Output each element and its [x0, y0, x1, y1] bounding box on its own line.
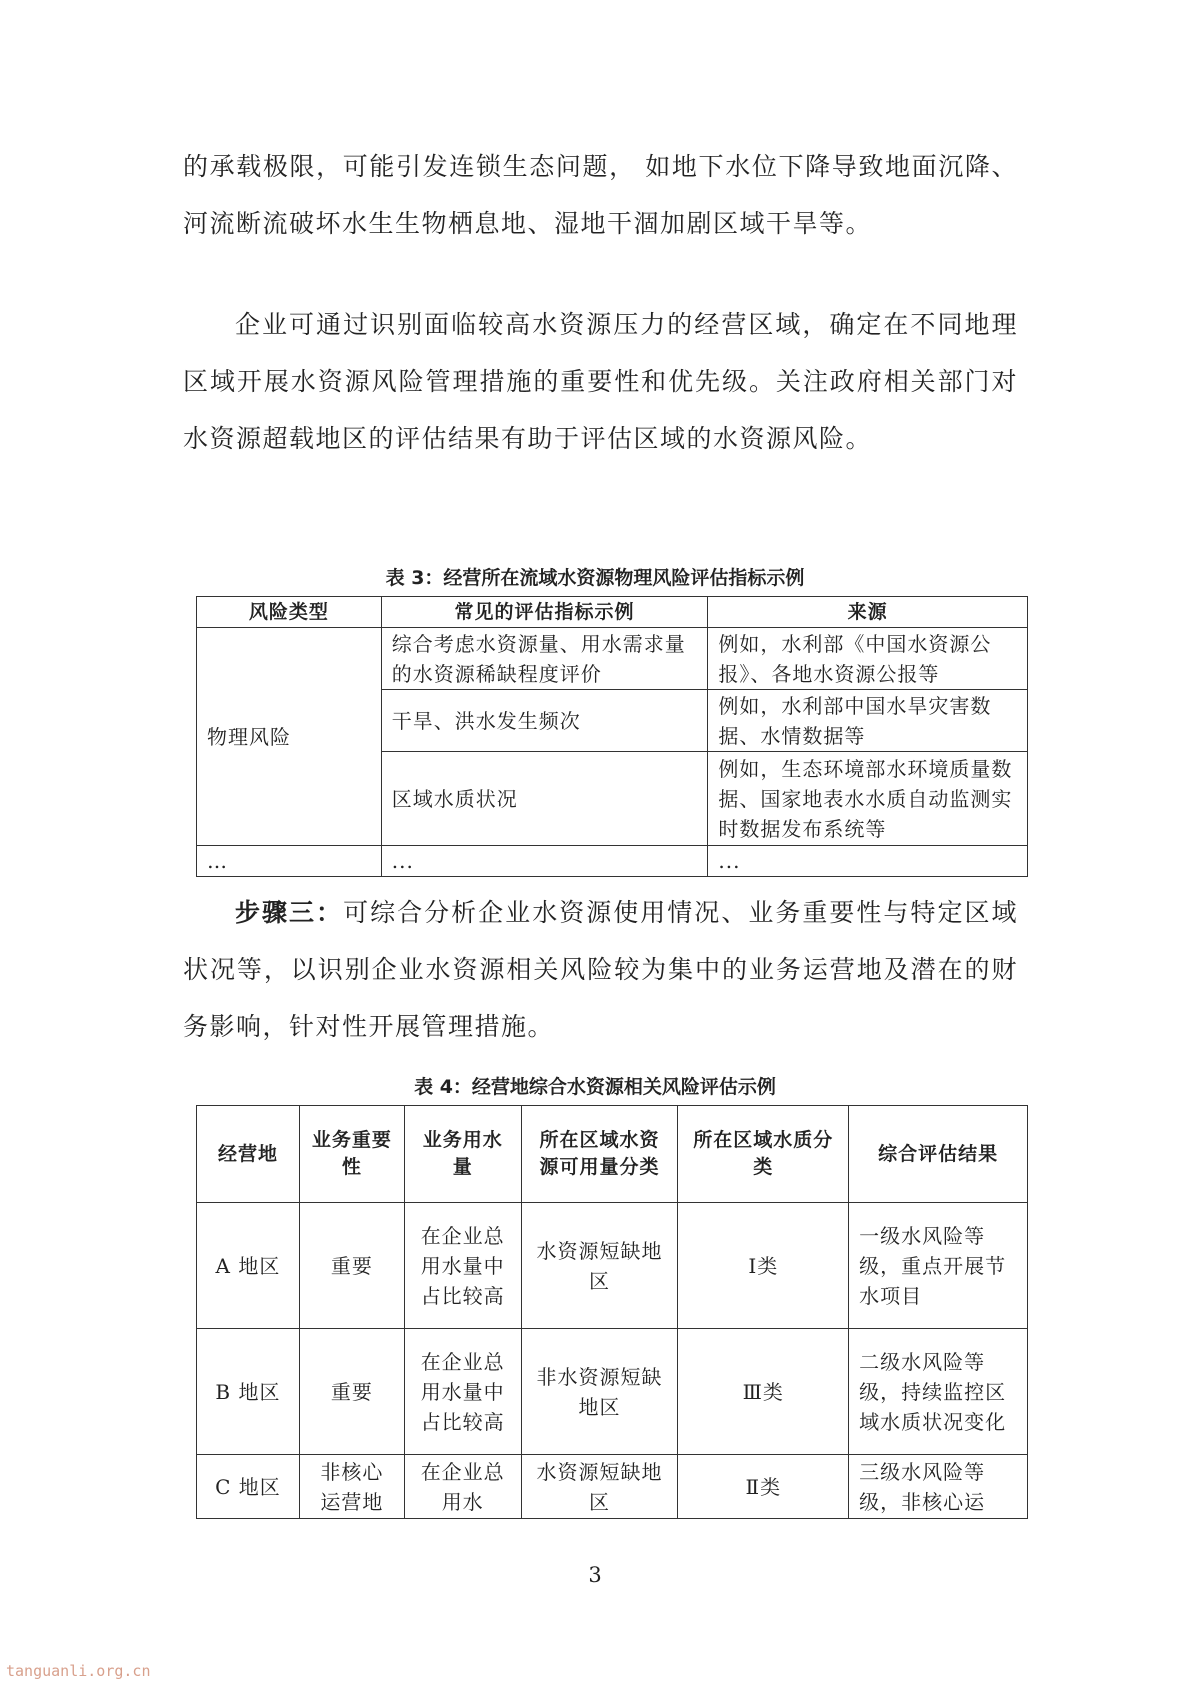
quality-cell: Ⅰ类	[678, 1203, 849, 1329]
importance-cell: 非核心运营地	[299, 1455, 404, 1519]
paragraph-1: 的承载极限，可能引发连锁生态问题， 如地下水位下降导致地面沉降、河流断流破坏水生生物栖息地、湿地干涸加剧区域干旱等。	[183, 152, 1018, 238]
source-cell: 例如，生态环境部水环境质量数据、国家地表水水质自动监测实时数据发布系统等	[708, 752, 1028, 846]
result-cell: 三级水风险等级，非核心运	[849, 1455, 1028, 1519]
table4-caption: 表 4：经营地综合水资源相关风险评估示例	[414, 1076, 776, 1098]
watermark: tanguanli.org.cn	[6, 1662, 151, 1680]
step-three-text: 可综合分析企业水资源使用情况、业务重要性与特定区域状况等，以识别企业水资源相关风险较为集中的业务运营地及潜在的财务影响，针对性开展管理措施。	[183, 898, 1018, 1041]
indicator-cell: 区域水质状况	[381, 752, 708, 846]
table4-header: 综合评估结果	[849, 1106, 1028, 1203]
usage-cell: 在企业总用水	[404, 1455, 521, 1519]
table3-caption: 表 3：经营所在流域水资源物理风险评估指标示例	[385, 567, 805, 589]
result-cell: 一级水风险等级，重点开展节水项目	[849, 1203, 1028, 1329]
ellipsis-cell: ...	[708, 846, 1028, 877]
table4-header: 所在区域水质分类	[678, 1106, 849, 1203]
table-row	[197, 1203, 1028, 1329]
paragraph-2: 企业可通过识别面临较高水资源压力的经营区域，确定在不同地理区域开展水资源风险管理措施的重要性和优先级。关注政府相关部门对水资源超载地区的评估结果有助于评估区域的水资源风险。	[183, 310, 1018, 453]
indicator-cell: 干旱、洪水发生频次	[381, 690, 708, 752]
availability-cell: 水资源短缺地区	[521, 1203, 678, 1329]
importance-cell: 重要	[299, 1329, 404, 1455]
table3-header: 风险类型	[197, 597, 382, 628]
importance-cell: 重要	[299, 1203, 404, 1329]
table4-header: 所在区域水资源可用量分类	[521, 1106, 678, 1203]
ellipsis-cell: ...	[381, 846, 708, 877]
site-cell: B 地区	[197, 1329, 300, 1455]
table-row	[197, 1329, 1028, 1455]
table3-header-row	[197, 597, 1028, 628]
usage-cell: 在企业总用水量中占比较高	[404, 1203, 521, 1329]
table4-header: 业务重要性	[299, 1106, 404, 1203]
table4-header-row	[197, 1106, 1028, 1203]
table4-header: 业务用水量	[404, 1106, 521, 1203]
risk-type-cell: 物理风险	[197, 628, 382, 846]
table3-header: 来源	[708, 597, 1028, 628]
source-cell: 例如，水利部中国水旱灾害数据、水情数据等	[708, 690, 1028, 752]
table3	[196, 596, 1028, 877]
paragraph-3	[183, 884, 1018, 1055]
usage-cell: 在企业总用水量中占比较高	[404, 1329, 521, 1455]
result-cell: 二级水风险等级，持续监控区域水质状况变化	[849, 1329, 1028, 1455]
table4	[196, 1105, 1028, 1519]
site-cell: A 地区	[197, 1203, 300, 1329]
quality-cell: Ⅱ类	[678, 1455, 849, 1519]
availability-cell: 非水资源短缺地区	[521, 1329, 678, 1455]
table4-header: 经营地	[197, 1106, 300, 1203]
table-row	[197, 628, 1028, 690]
indicator-cell: 综合考虑水资源量、用水需求量的水资源稀缺程度评价	[381, 628, 708, 690]
ellipsis-cell: …	[197, 846, 382, 877]
site-cell: C 地区	[197, 1455, 300, 1519]
table-row	[197, 846, 1028, 877]
source-cell: 例如，水利部《中国水资源公报》、各地水资源公报等	[708, 628, 1028, 690]
availability-cell: 水资源短缺地区	[521, 1455, 678, 1519]
table-row	[197, 1455, 1028, 1519]
table3-header: 常见的评估指标示例	[381, 597, 708, 628]
step-three-label: 步骤三：	[235, 898, 344, 927]
page-number: 3	[588, 1563, 602, 1587]
quality-cell: Ⅲ类	[678, 1329, 849, 1455]
